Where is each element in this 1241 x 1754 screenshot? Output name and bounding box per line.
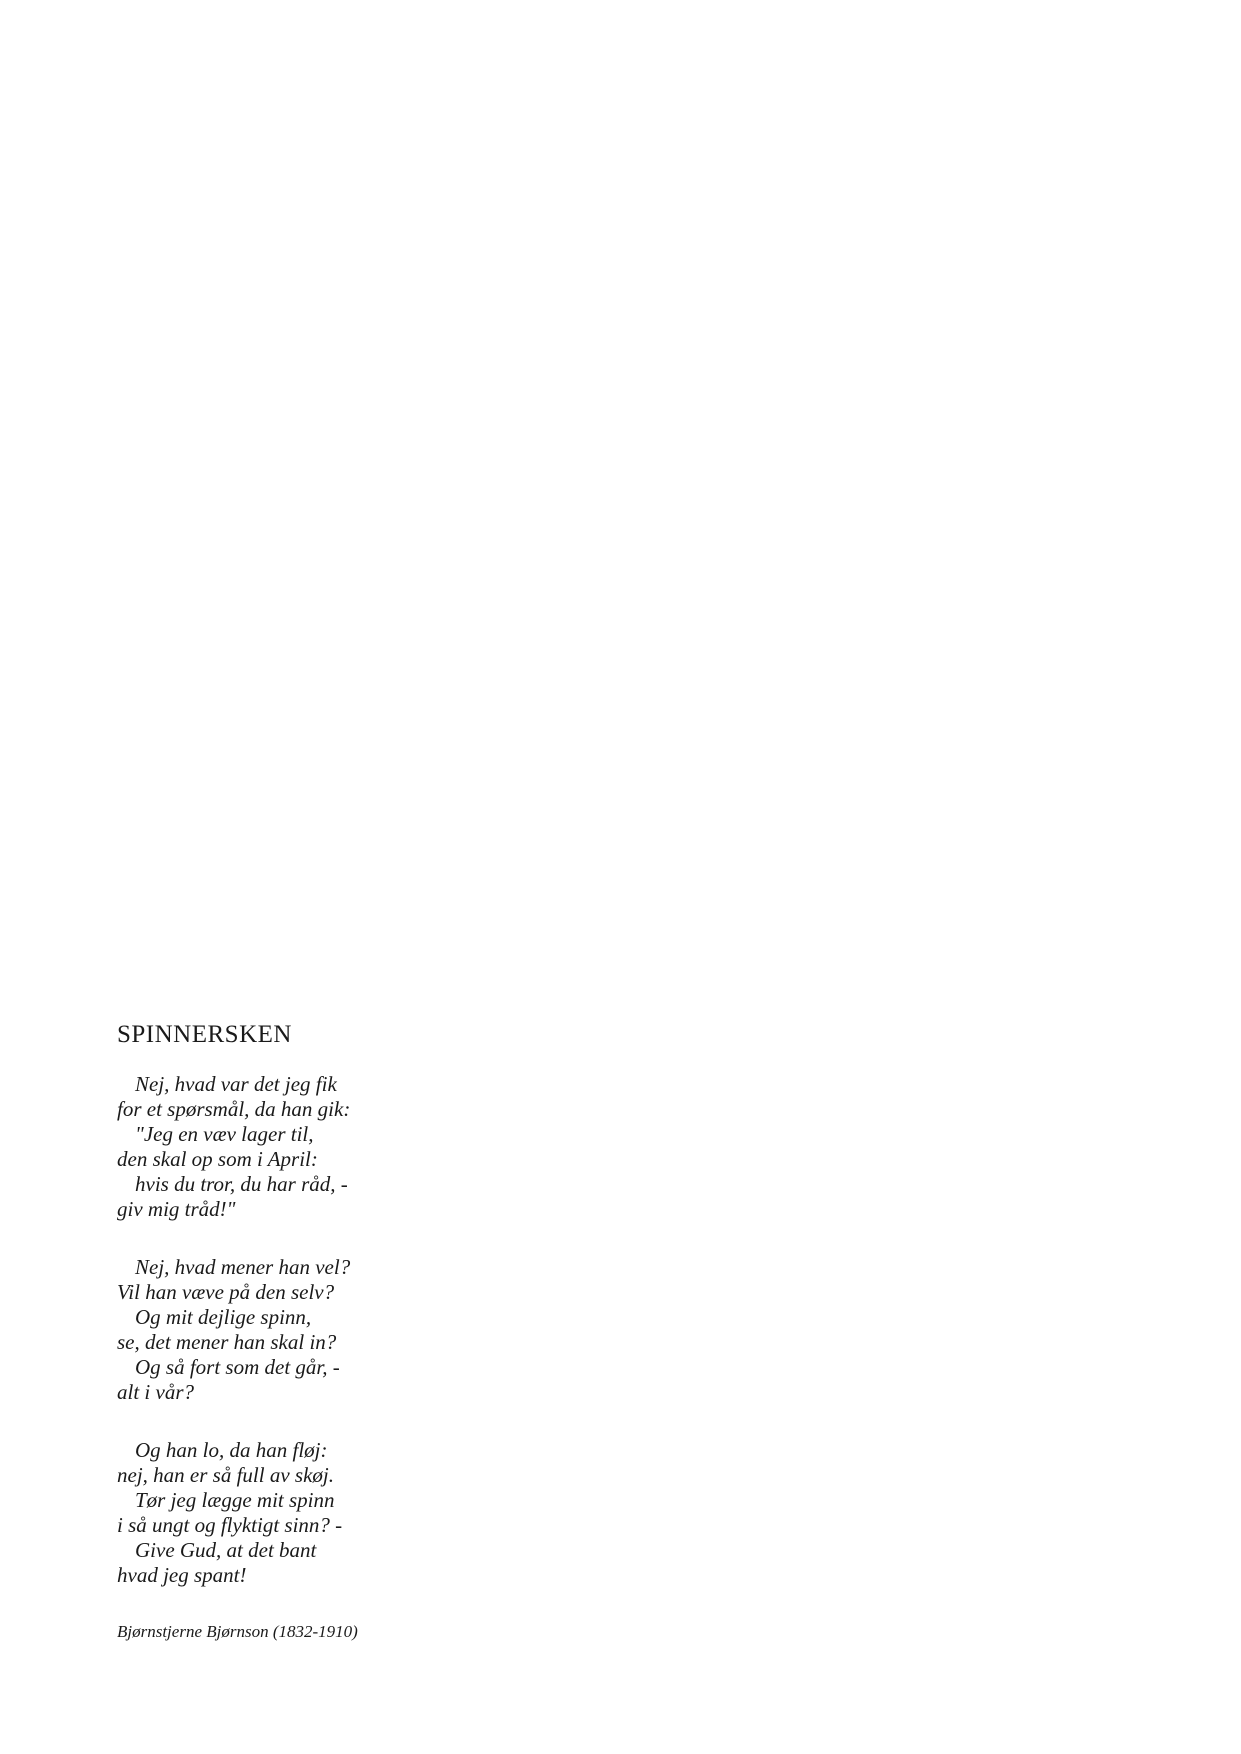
poem-line: Nej, hvad mener han vel?: [135, 1255, 351, 1279]
poem-line: se, det mener han skal in?: [117, 1330, 337, 1354]
poem-line: hvis du tror, du har råd, -: [135, 1172, 348, 1196]
poem-line: Nej, hvad var det jeg fik: [135, 1072, 337, 1096]
poem-line: Vil han væve på den selv?: [117, 1280, 335, 1304]
poem-line: Og han lo, da han fløj:: [135, 1438, 328, 1462]
poem-line: giv mig tråd!": [117, 1197, 236, 1221]
poem-author: Bjørnstjerne Bjørnson (1832-1910): [117, 1622, 358, 1641]
poem-line: i så ungt og flyktigt sinn? -: [117, 1513, 343, 1537]
poem-line: den skal op som i April:: [117, 1147, 318, 1171]
poem-line: Og mit dejlige spinn,: [135, 1305, 312, 1329]
poem-line: Give Gud, at det bant: [135, 1538, 317, 1562]
poem-title: SPINNERSKEN: [117, 1021, 292, 1048]
stanza-2: [117, 1255, 577, 1405]
poem-line: hvad jeg spant!: [117, 1563, 247, 1587]
poem-line: "Jeg en væv lager til,: [135, 1122, 314, 1146]
stanza-1: [117, 1072, 577, 1222]
stanza-3: [117, 1438, 577, 1588]
poem-line: Tør jeg lægge mit spinn: [135, 1488, 335, 1512]
poem-line: alt i vår?: [117, 1380, 194, 1404]
poem-line: for et spørsmål, da han gik:: [117, 1097, 351, 1121]
poem-block: [117, 1020, 577, 1642]
poem-line: nej, han er så full av skøj.: [117, 1463, 334, 1487]
poem-line: Og så fort som det går, -: [135, 1355, 340, 1379]
